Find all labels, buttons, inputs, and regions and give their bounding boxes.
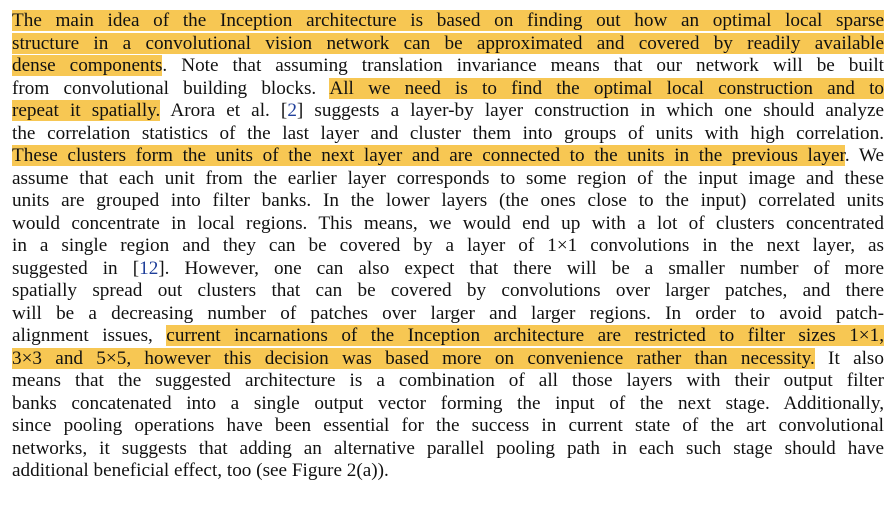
highlighted-text: The main idea of the Inception architecture is based on finding out how an optimal local sparse xyxy=(12,10,884,31)
text-segment: Arora et al. [ xyxy=(160,100,288,121)
text-segment: additional beneficial effect, too (see Figure 2(a)). xyxy=(12,460,389,481)
text-line xyxy=(12,415,884,438)
highlighted-text: repeat it spatially. xyxy=(12,100,161,121)
text-segment: suggested in [ xyxy=(12,257,140,279)
text-segment: ] suggests a layer-by layer construction in which one should analyze xyxy=(296,100,884,121)
text-segment: would concentrate in local regions. This means, we would end up with a lot of clusters concentrated xyxy=(12,212,884,234)
text-line xyxy=(12,370,884,393)
highlighted-text: dense components xyxy=(12,55,163,76)
text-line xyxy=(12,325,884,348)
text-line xyxy=(12,168,884,191)
text-segment: . We xyxy=(844,145,884,166)
text-segment: spatially spread out clusters that can be covered by convolutions over larger patches, and there xyxy=(12,280,884,301)
text-line xyxy=(12,145,884,168)
text-segment: ]. However, one can also expect that there will be a smaller number of more xyxy=(158,257,884,279)
text-segment: units are grouped into filter banks. In the lower layers (the ones close to the input) correlated units xyxy=(12,190,884,211)
text-segment: from convolutional building blocks. xyxy=(12,77,330,99)
text-line xyxy=(12,280,884,303)
text-segment: the correlation statistics of the last layer and cluster them into groups of units with high correlation. xyxy=(12,122,884,144)
text-line xyxy=(12,303,884,326)
text-line xyxy=(12,460,884,483)
text-line xyxy=(12,33,884,56)
text-segment: networks, it suggests that adding an alternative parallel pooling path in each such stage should have xyxy=(12,437,884,459)
text-segment: assume that each unit from the earlier layer corresponds to some region of the input image and these xyxy=(12,167,884,189)
highlighted-text: current incarnations of the Inception architecture are restricted to filter sizes 1×1, xyxy=(166,325,884,346)
citation-link[interactable]: 2 xyxy=(287,100,297,121)
text-segment: means that the suggested architecture is a combination of all those layers with their output filter xyxy=(12,370,884,391)
text-segment: alignment issues, xyxy=(12,325,167,346)
text-line xyxy=(12,55,884,78)
body-paragraph xyxy=(12,10,884,483)
highlighted-text: These clusters form the units of the next layer and are connected to the units in the previous layer xyxy=(12,145,845,166)
text-line xyxy=(12,10,884,33)
text-line xyxy=(12,100,884,123)
text-segment: since pooling operations have been essential for the success in current state of the art convolutional xyxy=(12,415,884,436)
text-line xyxy=(12,78,884,101)
citation-link[interactable]: 12 xyxy=(139,257,159,279)
highlighted-text: All we need is to find the optimal local construction and to xyxy=(329,77,884,99)
text-line xyxy=(12,235,884,258)
text-segment: It also xyxy=(814,347,884,369)
paper-page xyxy=(12,10,884,483)
text-line xyxy=(12,123,884,146)
text-line xyxy=(12,348,884,371)
text-segment: banks concatenated into a single output vector forming the input of the next stage. Additionally, xyxy=(12,392,884,414)
text-line xyxy=(12,190,884,213)
highlighted-text: structure in a convolutional vision network can be approximated and covered by readily available xyxy=(12,32,884,54)
text-line xyxy=(12,213,884,236)
text-line xyxy=(12,438,884,461)
text-segment: will be a decreasing number of patches over larger and larger regions. In order to avoid patch- xyxy=(12,302,884,324)
text-segment: . Note that assuming translation invariance means that our network will be built xyxy=(162,55,884,76)
text-line xyxy=(12,393,884,416)
highlighted-text: 3×3 and 5×5, however this decision was based more on convenience rather than necessity. xyxy=(12,347,815,369)
text-segment: in a single region and they can be covered by a layer of 1×1 convolutions in the next layer, as xyxy=(12,235,884,256)
text-line xyxy=(12,258,884,281)
